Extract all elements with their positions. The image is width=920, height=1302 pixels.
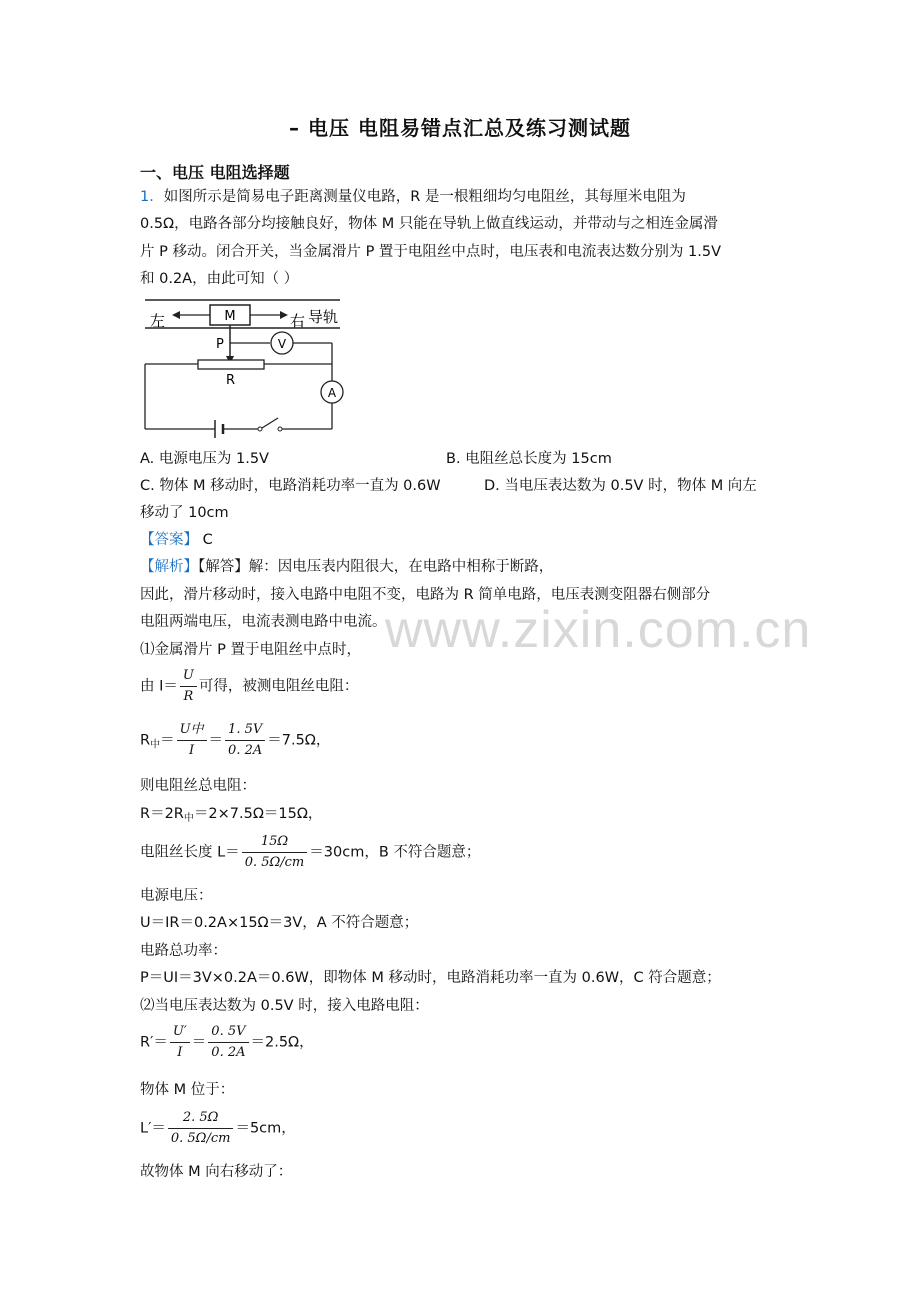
analysis-line-18: 故物体 M 向右移动了： xyxy=(140,1164,293,1180)
option-b: B. 电阻丝总长度为 15cm xyxy=(446,451,612,467)
analysis-tag: 【解析】 xyxy=(140,559,198,575)
fraction: $\frac{15\Omega}{0. 5\Omega/cm}$ xyxy=(242,834,308,871)
resistor-symbol xyxy=(198,360,264,369)
label-left: 左 xyxy=(150,312,166,330)
question-number: 1． xyxy=(140,189,164,205)
fraction: $\frac{U'}{I}$ xyxy=(170,1024,190,1061)
analysis-line-3: 电阻两端电压，电流表测电路中电流。 xyxy=(140,614,387,630)
answer-value: C xyxy=(202,532,213,548)
option-c: C. 物体 M 移动时，电路消耗功率一直为 0.6W xyxy=(140,478,441,494)
label-a: A xyxy=(327,386,337,400)
section-heading: 一、电压 电阻选择题 xyxy=(140,163,290,182)
formula-r-mid: $R_中=$ $\frac{\text{U中}}{I}$ ＝ $\frac{1. 5V}{0. 2A}$ ＝7.5Ω， xyxy=(140,722,331,758)
answer-tag: 【答案】 xyxy=(140,532,198,548)
analysis-line-16: 物体 M 位于： xyxy=(140,1082,235,1098)
question-text-2: 0.5Ω，电路各部分均接触良好，物体 M 只能在导轨上做直线运动，并带动与之相连金属滑 xyxy=(140,216,718,232)
analysis-line-2: 因此，滑片移动时，接入电路中电阻不变，电路为 R 简单电路，电压表测变阻器右侧部分 xyxy=(140,587,711,603)
fraction: $\frac{U}{R}$ xyxy=(180,668,197,705)
option-d: D. 当电压表达数为 0.5V 时，物体 M 向左 xyxy=(484,478,757,494)
fraction: $\frac{2. 5\Omega}{0. 5\Omega/cm}$ xyxy=(168,1110,234,1147)
label-right: 右 xyxy=(290,312,306,330)
analysis-line-14: ⑵当电压表达数为 0.5V 时，接入电路电阻： xyxy=(140,998,429,1014)
option-d-continued: 移动了 10cm xyxy=(140,505,229,521)
formula-ohm-law: 由 I＝ $\frac{U}{R}$ 可得，被测电阻丝电阻： xyxy=(140,668,359,704)
question-line-1 xyxy=(140,187,686,207)
analysis-line-7: 则电阻丝总电阻： xyxy=(140,778,256,794)
formula-r-prime: R′＝ $\frac{U'}{I}$ ＝ $\frac{0. 5V}{0. 2A}$ ＝2.5Ω， xyxy=(140,1024,314,1060)
label-r: R xyxy=(226,373,236,388)
question-text-1: 如图所示是简易电子距离测量仪电路，R 是一根粗细均匀电阻丝，其每厘米电阻为 xyxy=(163,189,686,205)
analysis-line-1: 【解析】【解答】解：因电压表内阻很大，在电路中相称于断路， xyxy=(140,559,554,575)
formula-length: 电阻丝长度 L＝ $\frac{15\Omega}{0. 5\Omega/cm}$ ＝30cm，B 不符合题意； xyxy=(140,834,481,870)
label-p: P xyxy=(216,337,224,352)
formula-l-prime: L′＝ $\frac{2. 5\Omega}{0. 5\Omega/cm}$ ＝5cm， xyxy=(140,1110,296,1146)
label-rail: 导轨 xyxy=(308,308,339,326)
fraction: $\frac{1. 5V}{0. 2A}$ xyxy=(225,722,265,759)
analysis-line-11: U＝IR＝0.2A×15Ω＝3V，A 不符合题意； xyxy=(140,915,419,931)
label-m: M xyxy=(224,309,236,324)
question-text-4: 和 0.2A，由此可知（ ） xyxy=(140,271,299,287)
fraction: $\frac{\text{U中}}{I}$ xyxy=(177,722,207,759)
analysis-line-12: 电路总功率： xyxy=(140,943,227,959)
label-v: V xyxy=(277,337,287,351)
switch-symbol xyxy=(262,418,278,428)
answer-line xyxy=(140,530,213,550)
page-title: – 电压 电阻易错点汇总及练习测试题 xyxy=(289,116,631,140)
option-a: A. 电源电压为 1.5V xyxy=(140,451,269,467)
analysis-line-4: ⑴金属滑片 P 置于电阻丝中点时， xyxy=(140,642,361,658)
analysis-line-13: P＝UI＝3V×0.2A＝0.6W，即物体 M 移动时，电路消耗功率一直为 0.6W，C 符合题意； xyxy=(140,970,721,986)
formula-r-total: $R=2R_中=2\times 7.5\Omega=15\Omega$， xyxy=(140,806,323,824)
watermark: www.zixin.com.cn xyxy=(385,601,812,659)
question-text-3: 片 P 移动。闭合开关，当金属滑片 P 置于电阻丝中点时，电压表和电流表达数分别为 1.5V xyxy=(140,244,722,260)
analysis-line-10: 电源电压： xyxy=(140,888,213,904)
circuit-diagram xyxy=(140,296,355,444)
fraction: $\frac{0. 5V}{0. 2A}$ xyxy=(208,1024,248,1061)
